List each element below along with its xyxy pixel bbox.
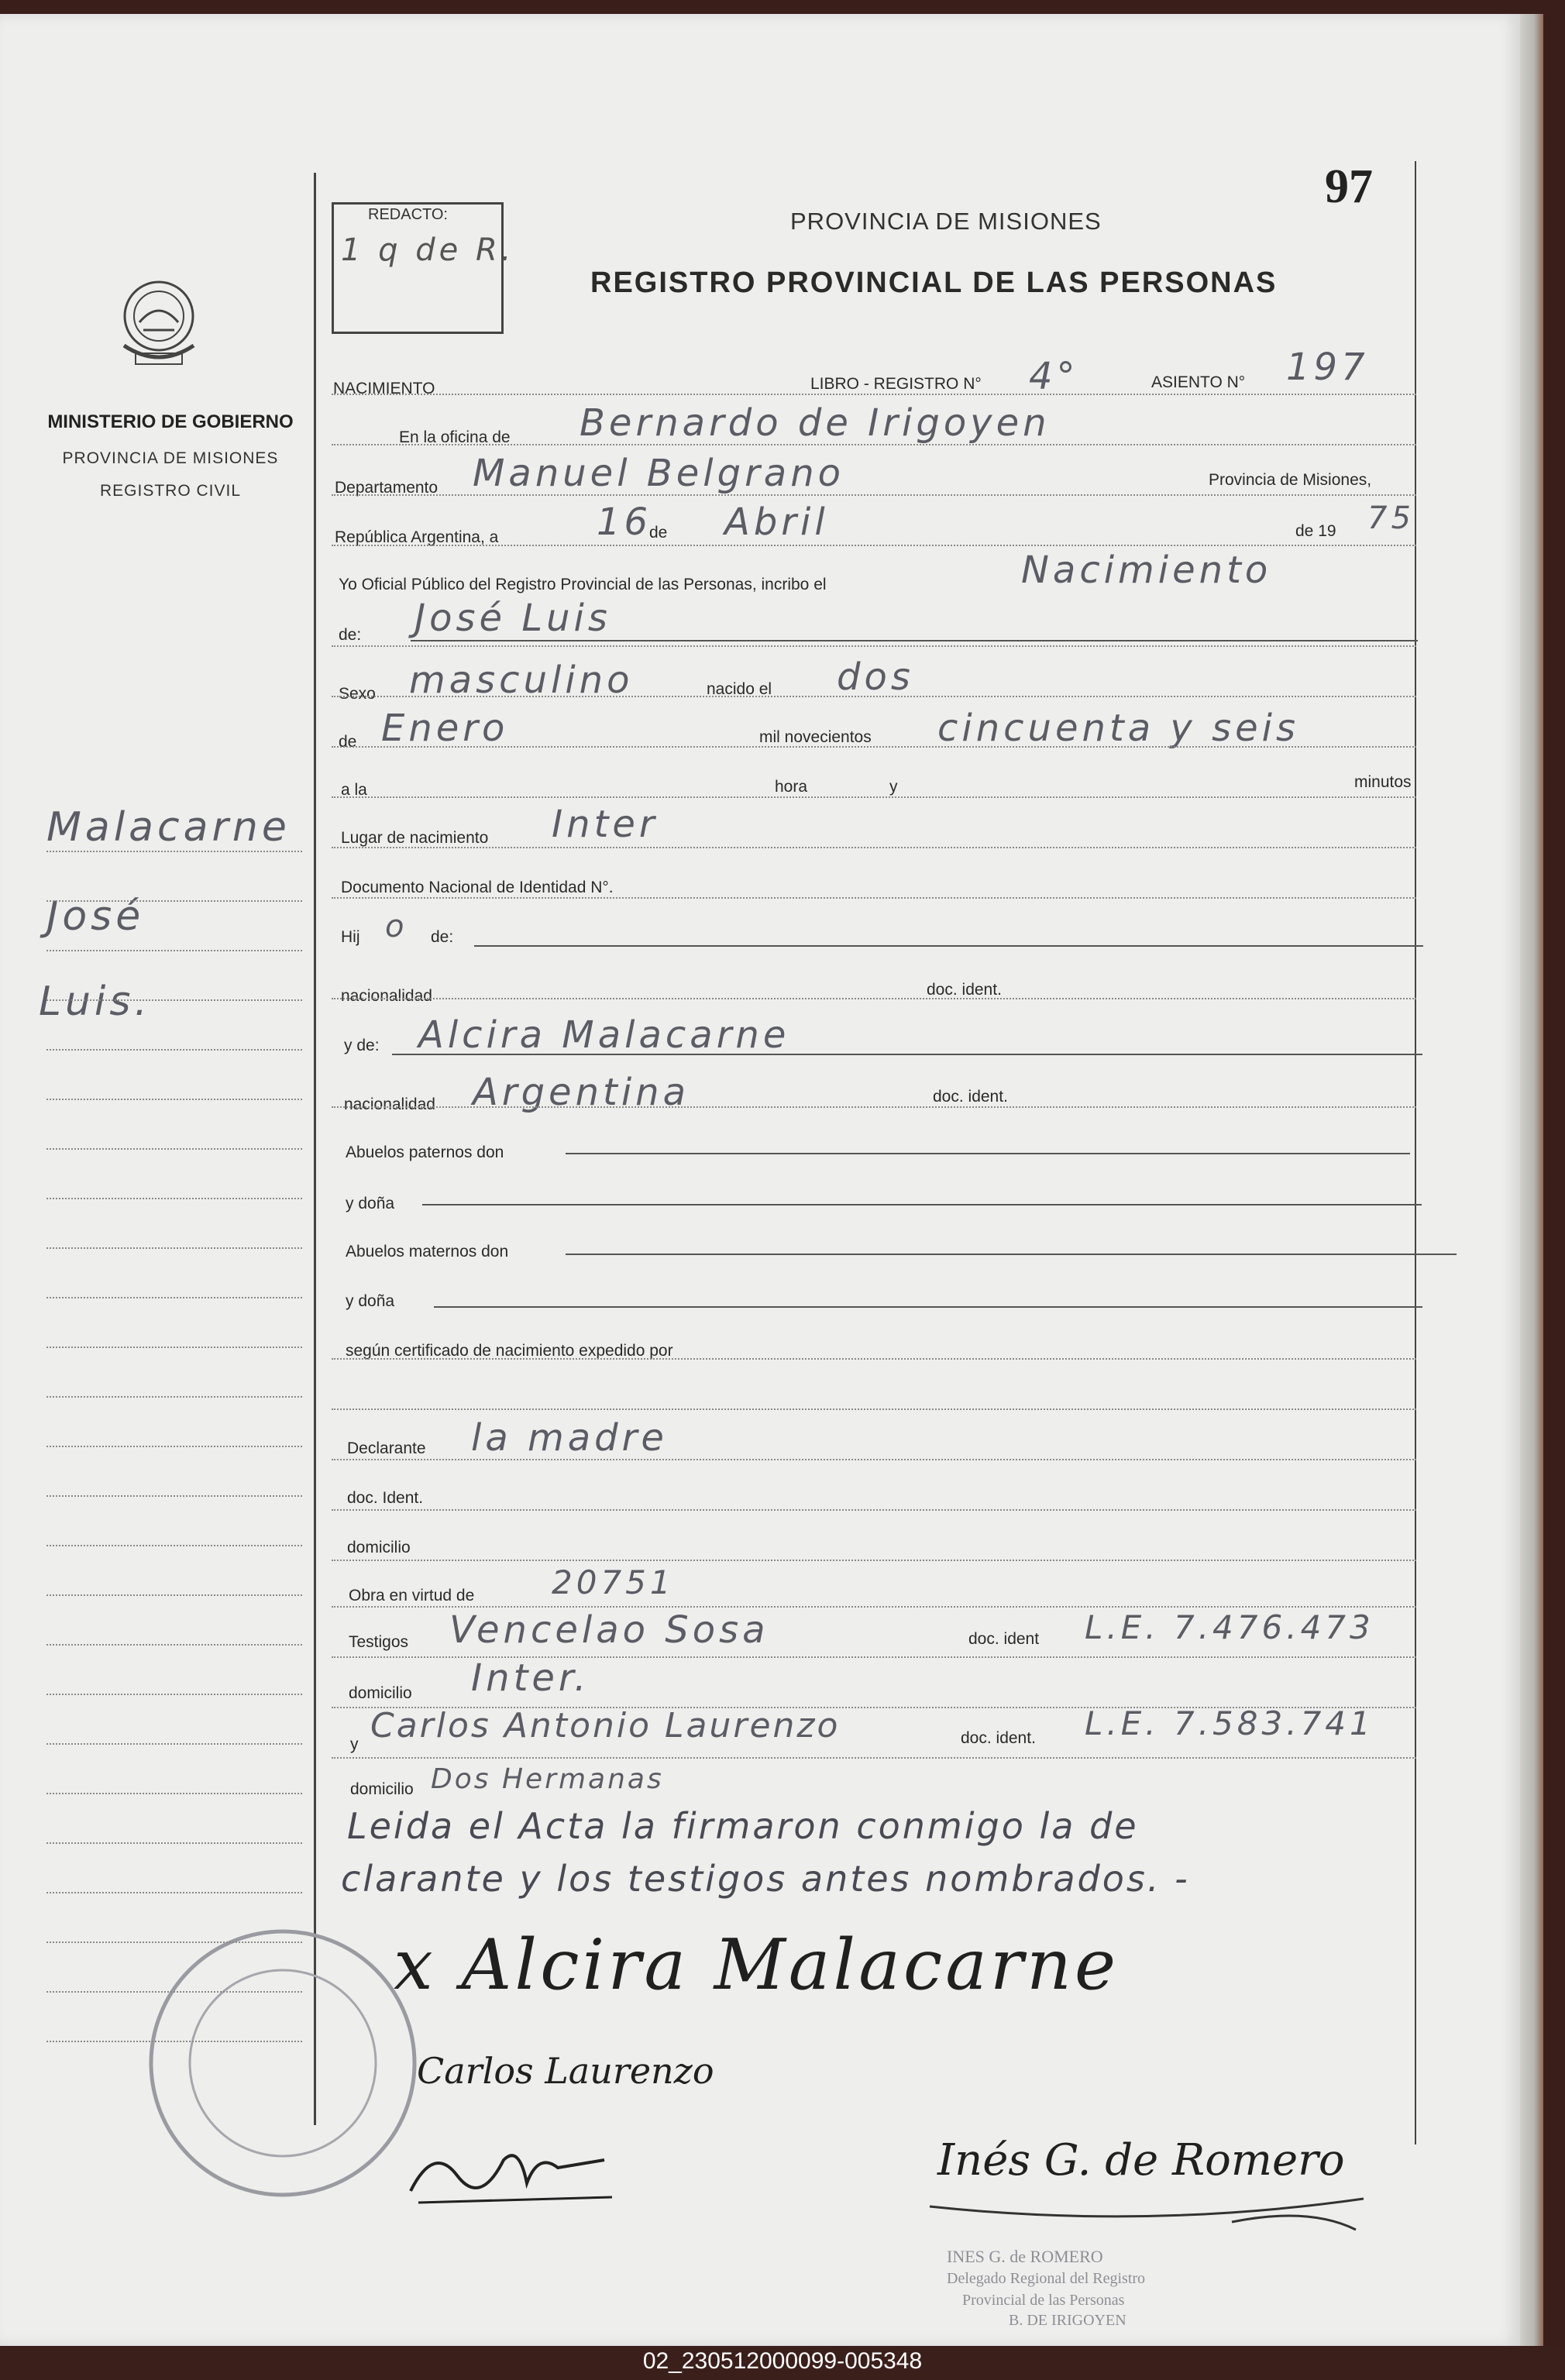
form-rule [332,645,1416,647]
form-rule [332,1757,1416,1759]
margin-rule [46,1793,302,1794]
margin-rule [46,1991,302,1993]
declarante-value: la madre [471,1416,668,1460]
sexo-label: Sexo [339,685,376,703]
form-rule [332,494,1416,496]
hora-label: hora [775,778,808,796]
margin-rule [46,1743,302,1745]
docident1-label: doc. ident. [927,981,1002,999]
de3-label: de [339,733,357,751]
officer-stamp-line-2: Delegado Regional del Registro [947,2270,1146,2287]
form-rule [332,1707,1416,1708]
ministry-province: PROVINCIA DE MISIONES [62,449,279,467]
form-rule [332,696,1416,697]
page-number: 97 [1325,160,1373,213]
redacto-value: 1 q de R. [341,232,515,268]
officer-stamp-line-4: B. DE IRIGOYEN [1009,2312,1126,2329]
abmat-label: Abuelos maternos don [346,1243,509,1261]
father-underline [474,945,1423,947]
docident2-label: doc. ident. [933,1088,1008,1106]
y-label: y [889,778,898,796]
margin-rule [46,1594,302,1596]
declarante-label: Declarante [347,1439,426,1457]
testigo2-value: Carlos Antonio Laurenzo [370,1706,841,1745]
closing-line-1: Leida el Acta la firmaron conmigo la de [347,1805,1139,1847]
form-rule [332,897,1416,899]
asiento-label: ASIENTO N° [1151,373,1246,391]
ministry-name: MINISTERIO DE GOBIERNO [47,411,294,432]
de-label: de [649,524,668,542]
form-rule [332,998,1416,999]
margin-rule [46,1495,302,1497]
signature-witness-1: Carlos Laurenzo [417,2050,714,2092]
libro-label: LIBRO - REGISTRO N° [810,375,982,393]
hijo-value: o [385,909,408,944]
margin-rule [46,900,302,902]
hijo-de-label: de: [431,928,454,946]
abpat-label: Abuelos paternos don [346,1144,504,1161]
obra-value: 20751 [552,1563,675,1601]
docident5-label: doc. ident. [961,1729,1036,1747]
form-rule [332,746,1416,748]
redacto-label: REDACTO: [368,206,448,223]
form-rule [332,796,1416,798]
day-value: 16 [597,500,652,544]
docident4-label: doc. ident [968,1630,1040,1648]
ydona1-label: y doña [346,1195,395,1212]
name-underline [411,640,1418,641]
republica-label: República Argentina, a [335,528,499,546]
oficina-label: En la oficina de [399,428,511,446]
margin-rule [46,851,302,852]
nacido-label: nacido el [707,680,772,698]
asiento-value: 197 [1286,346,1369,389]
form-rule [332,444,1416,445]
ydona2-label: y doña [346,1292,395,1310]
margin-rule [46,1694,302,1695]
domicilio1-label: domicilio [347,1539,411,1556]
closing-line-2: clarante y los testigos antes nombrados. - [341,1858,1190,1900]
birth-month: Enero [381,707,509,750]
margin-rule [46,1941,302,1943]
birth-year-words: cincuenta y seis [937,707,1299,750]
testigo1-doc: L.E. 7.476.473 [1085,1608,1374,1646]
form-rule [332,1459,1416,1460]
departamento-label: Departamento [335,479,439,497]
signature-officer-flourish [922,2175,1371,2245]
form-rule [332,1509,1416,1511]
sexo-value: masculino [409,659,634,702]
domicilio2-label: domicilio [349,1684,412,1702]
margin-rule [46,1099,302,1100]
margin-surname: Malacarne [46,804,291,851]
ministry-seal-icon [108,276,209,392]
officer-stamp-line-1: INES G. de ROMERO [947,2247,1103,2266]
margin-rule [46,999,302,1001]
yde-label: y de: [344,1037,380,1054]
nacimiento-label: NACIMIENTO [333,380,435,397]
yo-value: Nacimiento [1021,549,1272,592]
domicilio3-value: Dos Hermanas [431,1763,664,1795]
form-rule [332,1560,1416,1561]
form-rule [332,1656,1416,1658]
libro-value: 4° [1029,355,1079,398]
form-rule [332,1106,1416,1108]
testigo1-value: Vencelao Sosa [449,1608,769,1652]
abuelos-paternos-underline [566,1153,1410,1154]
nac1-label: nacionalidad [341,987,432,1005]
signature-declarante: x Alcira Malacarne [394,1924,1120,2006]
margin-rule [46,1446,302,1447]
margin-firstname: José [46,893,145,940]
margin-rule [46,1148,302,1150]
margin-rule [46,1396,302,1398]
dona-1-underline [422,1204,1422,1205]
page-edge [1520,14,1543,2346]
oficina-value: Bernardo de Irigoyen [580,401,1051,445]
form-rule [332,545,1416,546]
name-value: José Luis [414,597,611,640]
margin-rule [46,1892,302,1893]
obra-label: Obra en virtud de [349,1587,475,1604]
lugar-label: Lugar de nacimiento [341,829,489,847]
testigos-label: Testigos [349,1633,409,1651]
signature-officer: Inés G. de Romero [937,2135,1345,2186]
margin-rule [46,1346,302,1348]
de2-label: de: [339,626,362,644]
margin-rule [46,1198,302,1199]
margin-rule [46,1297,302,1298]
year-label: de 19 [1295,522,1336,540]
form-rule [332,1606,1416,1608]
year-value: 75 [1367,500,1415,536]
left-frame-line [314,173,316,2125]
lugar-value: Inter [552,803,659,846]
margin-rule [46,1545,302,1546]
dona-2-underline [434,1306,1422,1308]
ministry-office: REGISTRO CIVIL [99,482,242,500]
dni-label: Documento Nacional de Identidad N°. [341,879,614,896]
margin-rule [46,1049,302,1051]
yo-label: Yo Oficial Público del Registro Provincial de las Personas, incribo el [339,576,827,593]
departamento-value: Manuel Belgrano [473,452,844,495]
margin-rule [46,950,302,951]
header-province: PROVINCIA DE MISIONES [790,208,1102,235]
segun-label: según certificado de nacimiento expedido por [346,1342,673,1360]
form-rule [332,1358,1416,1360]
ala-label: a la [341,781,367,799]
right-frame-line [1415,161,1416,2144]
nac2-value: Argentina [473,1071,690,1114]
testigo2-doc: L.E. 7.583.741 [1085,1704,1374,1742]
mother-value: Alcira Malacarne [418,1013,790,1057]
header-registry: REGISTRO PROVINCIAL DE LAS PERSONAS [590,267,1278,299]
nacido-value: dos [837,655,914,699]
form-rule [332,394,1416,395]
hijo-label: Hij [341,928,360,946]
margin-middlename: Luis. [39,978,151,1025]
milnov-label: mil novecientos [759,728,872,746]
provincia-label: Provincia de Misiones, [1209,471,1372,489]
domicilio3-label: domicilio [350,1780,414,1798]
abuelos-maternos-underline [566,1254,1457,1255]
y2-label: y [350,1735,359,1753]
nac2-label: nacionalidad [344,1095,435,1113]
signature-witness-2 [403,2129,628,2222]
margin-rule [46,1842,302,1844]
month-value: Abril [724,500,829,544]
form-rule [332,1408,1416,1410]
register-page [0,14,1520,2346]
domicilio2-value: Inter. [471,1656,590,1700]
minutos-label: minutos [1354,773,1412,791]
docident3-label: doc. Ident. [347,1489,424,1507]
margin-rule [46,2041,302,2042]
margin-rule [46,1247,302,1249]
officer-stamp-line-3: Provincial de las Personas [962,2292,1125,2309]
mother-underline [392,1054,1422,1055]
registry-round-stamp [139,1920,426,2206]
margin-rule [46,1644,302,1646]
form-rule [332,847,1416,848]
footer-id: 02_230512000099-005348 [642,2348,923,2374]
